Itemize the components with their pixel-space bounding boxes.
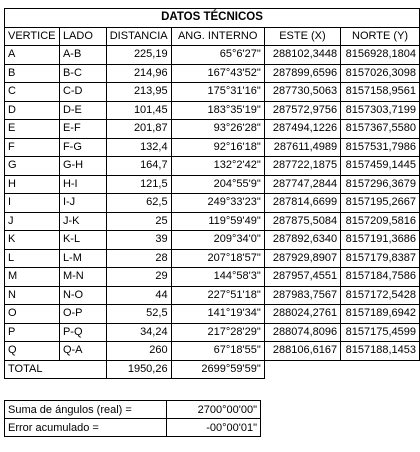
cell-angulo: 65°6'27" (171, 46, 264, 65)
summary-table (4, 400, 261, 437)
cell-lado: F-G (59, 138, 106, 157)
cell-vertice: J (5, 212, 60, 231)
cell-este: 287814,6699 (264, 194, 340, 213)
summary-row-error (5, 419, 261, 437)
cell-este: 287572,9756 (264, 101, 340, 120)
cell-vertice: G (5, 157, 60, 176)
cell-lado: E-F (59, 120, 106, 139)
cell-este: 287722,1875 (264, 157, 340, 176)
cell-distancia: 121,5 (106, 175, 171, 194)
cell-este: 287730,5063 (264, 83, 340, 102)
cell-distancia: 28 (106, 249, 171, 268)
table-row (5, 83, 420, 102)
cell-norte: 8157209,5816 (341, 212, 420, 231)
cell-angulo: 167°43'52" (171, 64, 264, 83)
cell-distancia: 213,95 (106, 83, 171, 102)
column-header-lado: LADO (59, 27, 106, 46)
cell-lado: C-D (59, 83, 106, 102)
total-angulo: 2699°59'59" (171, 360, 264, 379)
cell-lado: J-K (59, 212, 106, 231)
cell-lado: D-E (59, 101, 106, 120)
cell-distancia: 214,96 (106, 64, 171, 83)
cell-norte: 8157172,5428 (341, 286, 420, 305)
cell-distancia: 201,87 (106, 120, 171, 139)
cell-vertice: A (5, 46, 60, 65)
table-row (5, 212, 420, 231)
cell-norte: 8157296,3679 (341, 175, 420, 194)
column-header-angulo: ANG. INTERNO (171, 27, 264, 46)
cell-distancia: 44 (106, 286, 171, 305)
suma-label: Suma de ángulos (real) = (5, 401, 167, 419)
cell-angulo: 204°55'9" (171, 175, 264, 194)
cell-angulo: 183°35'19" (171, 101, 264, 120)
cell-distancia: 225,19 (106, 46, 171, 65)
table-body (5, 46, 420, 361)
cell-distancia: 29 (106, 268, 171, 287)
summary-row-suma (5, 401, 261, 419)
table-row (5, 268, 420, 287)
cell-norte: 8157531,7986 (341, 138, 420, 157)
column-header-vertice: VERTICE (5, 27, 60, 46)
cell-angulo: 119°59'49" (171, 212, 264, 231)
error-label: Error acumulado = (5, 419, 167, 437)
table-row (5, 101, 420, 120)
cell-lado: L-M (59, 249, 106, 268)
table-row (5, 342, 420, 361)
cell-vertice: P (5, 323, 60, 342)
cell-norte: 8156928,1804 (341, 46, 420, 65)
table-row (5, 46, 420, 65)
cell-vertice: E (5, 120, 60, 139)
cell-este: 287929,8907 (264, 249, 340, 268)
cell-angulo: 132°2'42" (171, 157, 264, 176)
cell-este: 287899,6596 (264, 64, 340, 83)
cell-este: 288106,6167 (264, 342, 340, 361)
cell-este: 287747,2844 (264, 175, 340, 194)
cell-este: 287983,7567 (264, 286, 340, 305)
cell-este: 287875,5084 (264, 212, 340, 231)
cell-vertice: K (5, 231, 60, 250)
cell-lado: B-C (59, 64, 106, 83)
title-row (5, 9, 420, 28)
cell-distancia: 39 (106, 231, 171, 250)
cell-vertice: B (5, 64, 60, 83)
column-header-distancia: DISTANCIA (106, 27, 171, 46)
cell-este: 287957,4551 (264, 268, 340, 287)
table-title: DATOS TÉCNICOS (5, 9, 420, 28)
cell-lado: O-P (59, 305, 106, 324)
column-header-este: ESTE (X) (264, 27, 340, 46)
cell-angulo: 67°18'55" (171, 342, 264, 361)
cell-vertice: L (5, 249, 60, 268)
column-header-norte: NORTE (Y) (341, 27, 420, 46)
cell-norte: 8157459,1445 (341, 157, 420, 176)
table-row (5, 64, 420, 83)
cell-angulo: 209°34'0" (171, 231, 264, 250)
cell-este: 288102,3448 (264, 46, 340, 65)
cell-distancia: 52,5 (106, 305, 171, 324)
cell-vertice: N (5, 286, 60, 305)
cell-norte: 8157175,4599 (341, 323, 420, 342)
cell-este: 287611,4989 (264, 138, 340, 157)
cell-angulo: 217°28'29" (171, 323, 264, 342)
cell-vertice: C (5, 83, 60, 102)
table-row (5, 305, 420, 324)
cell-vertice: I (5, 194, 60, 213)
cell-distancia: 101,45 (106, 101, 171, 120)
cell-norte: 8157026,3098 (341, 64, 420, 83)
cell-norte: 8157184,7586 (341, 268, 420, 287)
cell-vertice: D (5, 101, 60, 120)
technical-data-table (4, 8, 420, 379)
cell-este: 288074,8096 (264, 323, 340, 342)
cell-norte: 8157191,3686 (341, 231, 420, 250)
cell-lado: N-O (59, 286, 106, 305)
cell-norte: 8157195,2667 (341, 194, 420, 213)
cell-este: 287892,6340 (264, 231, 340, 250)
cell-angulo: 175°31'16" (171, 83, 264, 102)
table-row (5, 194, 420, 213)
total-empty (264, 360, 419, 379)
table-row (5, 231, 420, 250)
cell-vertice: M (5, 268, 60, 287)
cell-distancia: 62,5 (106, 194, 171, 213)
cell-vertice: Q (5, 342, 60, 361)
header-row (5, 27, 420, 46)
total-row (5, 360, 420, 379)
cell-lado: G-H (59, 157, 106, 176)
suma-value: 2700°00'00" (167, 401, 261, 419)
cell-lado: A-B (59, 46, 106, 65)
cell-distancia: 260 (106, 342, 171, 361)
cell-angulo: 227°51'18" (171, 286, 264, 305)
cell-distancia: 34,24 (106, 323, 171, 342)
cell-angulo: 93°26'28" (171, 120, 264, 139)
cell-norte: 8157158,9561 (341, 83, 420, 102)
cell-angulo: 141°19'34" (171, 305, 264, 324)
cell-norte: 8157303,7199 (341, 101, 420, 120)
cell-lado: M-N (59, 268, 106, 287)
cell-angulo: 207°18'57" (171, 249, 264, 268)
table-row (5, 249, 420, 268)
cell-vertice: H (5, 175, 60, 194)
table-row (5, 286, 420, 305)
cell-distancia: 25 (106, 212, 171, 231)
cell-angulo: 249°33'23" (171, 194, 264, 213)
cell-norte: 8157179,8387 (341, 249, 420, 268)
cell-lado: I-J (59, 194, 106, 213)
table-row (5, 175, 420, 194)
table-row (5, 157, 420, 176)
error-value: -00°00'01" (167, 419, 261, 437)
table-row (5, 323, 420, 342)
cell-norte: 8157189,6942 (341, 305, 420, 324)
cell-angulo: 92°16'18" (171, 138, 264, 157)
cell-lado: H-I (59, 175, 106, 194)
cell-este: 288024,2761 (264, 305, 340, 324)
cell-vertice: O (5, 305, 60, 324)
cell-lado: P-Q (59, 323, 106, 342)
cell-angulo: 144°58'3" (171, 268, 264, 287)
cell-lado: Q-A (59, 342, 106, 361)
table-row (5, 138, 420, 157)
cell-este: 287494,1226 (264, 120, 340, 139)
cell-vertice: F (5, 138, 60, 157)
cell-norte: 8157367,5580 (341, 120, 420, 139)
cell-distancia: 132,4 (106, 138, 171, 157)
cell-lado: K-L (59, 231, 106, 250)
total-distancia: 1950,26 (106, 360, 171, 379)
cell-distancia: 164,7 (106, 157, 171, 176)
total-label: TOTAL (5, 360, 107, 379)
cell-norte: 8157188,1453 (341, 342, 420, 361)
table-row (5, 120, 420, 139)
